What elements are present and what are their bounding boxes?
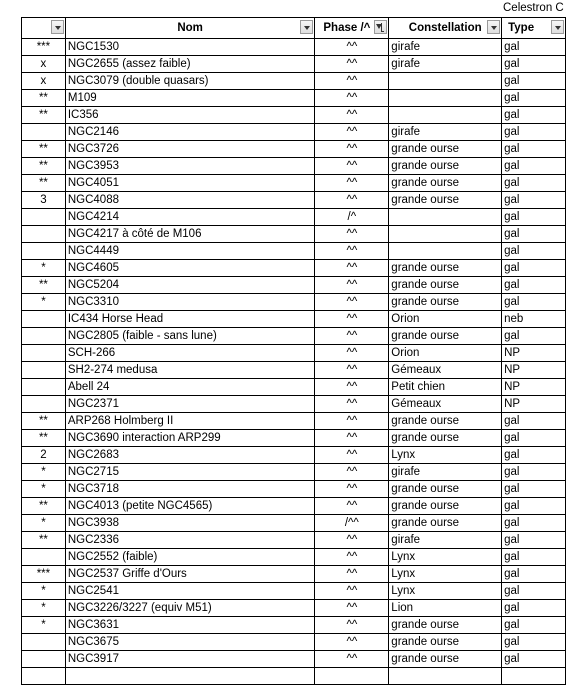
cell-phase[interactable]: ^^	[315, 39, 389, 56]
cell-constellation[interactable]: Gémeaux	[389, 396, 502, 413]
cell-nom[interactable]: Abell 24	[65, 379, 315, 396]
cell-nom[interactable]: IC356	[65, 107, 315, 124]
cell-rating[interactable]: **	[22, 277, 66, 294]
cell-phase[interactable]: ^^	[315, 396, 389, 413]
cell-rating[interactable]: x	[22, 56, 66, 73]
cell-constellation[interactable]: Gémeaux	[389, 362, 502, 379]
cell-phase[interactable]	[315, 668, 389, 685]
cell-type[interactable]: gal	[502, 175, 566, 192]
table-row	[22, 651, 566, 668]
cell-rating[interactable]	[22, 651, 66, 668]
cell-type[interactable]: gal	[502, 209, 566, 226]
cell-phase[interactable]: ^^	[315, 311, 389, 328]
table-row	[22, 600, 566, 617]
cell-rating[interactable]: ***	[22, 39, 66, 56]
cell-type[interactable]: gal	[502, 600, 566, 617]
cell-rating[interactable]	[22, 124, 66, 141]
cell-phase[interactable]: ^^	[315, 243, 389, 260]
table-row	[22, 498, 566, 515]
table-row	[22, 447, 566, 464]
filter-dropdown-icon[interactable]	[551, 20, 564, 34]
cell-constellation[interactable]: grande ourse	[389, 141, 502, 158]
cell-rating[interactable]: *	[22, 481, 66, 498]
cell-nom[interactable]: NGC2336	[65, 532, 315, 549]
cell-nom[interactable]: SH2-274 medusa	[65, 362, 315, 379]
cell-phase[interactable]: ^^	[315, 362, 389, 379]
cell-constellation[interactable]: Lynx	[389, 583, 502, 600]
table-row	[22, 566, 566, 583]
cell-phase[interactable]: ^^	[315, 447, 389, 464]
cell-type[interactable]: gal	[502, 107, 566, 124]
cell-rating[interactable]: *	[22, 260, 66, 277]
cell-nom[interactable]: NGC3726	[65, 141, 315, 158]
cell-constellation[interactable]: Petit chien	[389, 379, 502, 396]
table-row	[22, 90, 566, 107]
cell-phase[interactable]: ^^	[315, 379, 389, 396]
cell-rating[interactable]: *	[22, 515, 66, 532]
header-constellation-label: Constellation	[408, 22, 482, 34]
cell-constellation[interactable]: girafe	[389, 532, 502, 549]
cell-rating[interactable]	[22, 345, 66, 362]
cell-phase[interactable]: ^^	[315, 634, 389, 651]
header-nom-label: Nom	[177, 22, 203, 34]
cell-constellation[interactable]: grande ourse	[389, 617, 502, 634]
cell-phase[interactable]: ^^	[315, 73, 389, 90]
cell-type[interactable]: gal	[502, 90, 566, 107]
table-row	[22, 39, 566, 56]
cell-constellation[interactable]: Lynx	[389, 549, 502, 566]
cell-nom[interactable]	[65, 668, 315, 685]
observation-table	[21, 17, 566, 685]
cell-constellation[interactable]: Lynx	[389, 447, 502, 464]
cell-rating[interactable]: **	[22, 141, 66, 158]
cell-constellation[interactable]: grande ourse	[389, 481, 502, 498]
cell-type[interactable]: gal	[502, 260, 566, 277]
cell-rating[interactable]	[22, 549, 66, 566]
header-phase-label: Phase /^	[323, 22, 371, 34]
table-row	[22, 175, 566, 192]
table-row	[22, 464, 566, 481]
cell-rating[interactable]: *	[22, 617, 66, 634]
table-row	[22, 158, 566, 175]
cell-constellation[interactable]	[389, 668, 502, 685]
cell-type[interactable]: gal	[502, 481, 566, 498]
cell-phase[interactable]: ^^	[315, 345, 389, 362]
cell-rating[interactable]	[22, 379, 66, 396]
cell-constellation[interactable]: grande ourse	[389, 294, 502, 311]
header-type[interactable]	[502, 18, 566, 39]
cell-nom[interactable]: NGC4214	[65, 209, 315, 226]
cell-nom[interactable]: NGC2537 Griffe d'Ours	[65, 566, 315, 583]
cell-nom[interactable]: NGC4605	[65, 260, 315, 277]
header-nom[interactable]	[65, 18, 315, 39]
table-row	[22, 328, 566, 345]
cell-rating[interactable]: x	[22, 73, 66, 90]
cell-type[interactable]: gal	[502, 192, 566, 209]
cell-type[interactable]: neb	[502, 311, 566, 328]
cell-type[interactable]: gal	[502, 243, 566, 260]
cell-constellation[interactable]: grande ourse	[389, 328, 502, 345]
filter-active-icon[interactable]	[374, 20, 387, 34]
table-row	[22, 481, 566, 498]
cell-phase[interactable]: ^^	[315, 328, 389, 345]
cell-type[interactable]: gal	[502, 566, 566, 583]
cell-type[interactable]: NP	[502, 396, 566, 413]
cell-phase[interactable]: ^^	[315, 549, 389, 566]
table-body	[22, 39, 566, 685]
header-rating[interactable]	[22, 18, 66, 39]
cell-constellation[interactable]	[389, 209, 502, 226]
cell-nom[interactable]: NGC2683	[65, 447, 315, 464]
cell-type[interactable]: gal	[502, 549, 566, 566]
cell-nom[interactable]: NGC2371	[65, 396, 315, 413]
cell-constellation[interactable]: Orion	[389, 311, 502, 328]
cell-rating[interactable]	[22, 243, 66, 260]
cell-constellation[interactable]	[389, 90, 502, 107]
cell-phase[interactable]: ^^	[315, 430, 389, 447]
cell-phase[interactable]: ^^	[315, 481, 389, 498]
cell-phase[interactable]: ^^	[315, 226, 389, 243]
table-row	[22, 362, 566, 379]
cell-type[interactable]: gal	[502, 413, 566, 430]
cell-phase[interactable]: ^^	[315, 141, 389, 158]
cell-phase[interactable]: /^^	[315, 515, 389, 532]
cell-nom[interactable]: NGC2715	[65, 464, 315, 481]
table-row	[22, 260, 566, 277]
table-row	[22, 209, 566, 226]
cell-phase[interactable]: ^^	[315, 90, 389, 107]
cell-rating[interactable]: *	[22, 600, 66, 617]
cell-type[interactable]: gal	[502, 39, 566, 56]
cell-rating[interactable]	[22, 362, 66, 379]
cell-constellation[interactable]: grande ourse	[389, 430, 502, 447]
cell-nom[interactable]: NGC3917	[65, 651, 315, 668]
cell-type[interactable]: gal	[502, 634, 566, 651]
cell-type[interactable]: gal	[502, 532, 566, 549]
cell-type[interactable]: NP	[502, 362, 566, 379]
cell-nom[interactable]: NGC3938	[65, 515, 315, 532]
cell-phase[interactable]: ^^	[315, 583, 389, 600]
cell-nom[interactable]: NGC3226/3227 (equiv M51)	[65, 600, 315, 617]
cell-rating[interactable]	[22, 668, 66, 685]
cell-rating[interactable]	[22, 311, 66, 328]
cell-type[interactable]: gal	[502, 158, 566, 175]
header-row	[22, 18, 566, 39]
cell-nom[interactable]: NGC3079 (double quasars)	[65, 73, 315, 90]
cell-phase[interactable]: ^^	[315, 56, 389, 73]
cell-constellation[interactable]: grande ourse	[389, 498, 502, 515]
cell-rating[interactable]: **	[22, 498, 66, 515]
cell-phase[interactable]: ^^	[315, 192, 389, 209]
table-row	[22, 396, 566, 413]
cell-nom[interactable]: ARP268 Holmberg II	[65, 413, 315, 430]
cell-rating[interactable]	[22, 209, 66, 226]
table-row	[22, 634, 566, 651]
cell-constellation[interactable]	[389, 226, 502, 243]
cell-rating[interactable]: **	[22, 175, 66, 192]
cell-phase[interactable]: ^^	[315, 498, 389, 515]
cell-nom[interactable]: NGC2552 (faible)	[65, 549, 315, 566]
cell-constellation[interactable]: girafe	[389, 124, 502, 141]
cell-type[interactable]: gal	[502, 226, 566, 243]
table-row	[22, 379, 566, 396]
cell-constellation[interactable]	[389, 107, 502, 124]
cell-nom[interactable]: NGC2655 (assez faible)	[65, 56, 315, 73]
cell-phase[interactable]: ^^	[315, 107, 389, 124]
cell-type[interactable]: gal	[502, 617, 566, 634]
cell-constellation[interactable]: girafe	[389, 56, 502, 73]
cell-phase[interactable]: ^^	[315, 124, 389, 141]
table-row	[22, 226, 566, 243]
table-row	[22, 515, 566, 532]
cell-phase[interactable]: ^^	[315, 260, 389, 277]
cell-rating[interactable]	[22, 634, 66, 651]
cell-rating[interactable]: **	[22, 413, 66, 430]
cell-type[interactable]: gal	[502, 124, 566, 141]
cell-nom[interactable]: NGC2805 (faible - sans lune)	[65, 328, 315, 345]
cell-type[interactable]: gal	[502, 464, 566, 481]
cell-nom[interactable]: NGC3718	[65, 481, 315, 498]
cell-type[interactable]: gal	[502, 141, 566, 158]
cell-nom[interactable]: NGC4449	[65, 243, 315, 260]
cell-rating[interactable]: **	[22, 107, 66, 124]
cell-rating[interactable]: **	[22, 90, 66, 107]
table-row	[22, 532, 566, 549]
cell-phase[interactable]: ^^	[315, 175, 389, 192]
cell-type[interactable]: gal	[502, 583, 566, 600]
cell-type[interactable]: gal	[502, 651, 566, 668]
cell-type[interactable]: gal	[502, 447, 566, 464]
table-row	[22, 56, 566, 73]
cell-rating[interactable]: *	[22, 464, 66, 481]
cell-constellation[interactable]: Lion	[389, 600, 502, 617]
cell-constellation[interactable]: grande ourse	[389, 651, 502, 668]
cell-phase[interactable]: /^	[315, 209, 389, 226]
cell-phase[interactable]: ^^	[315, 277, 389, 294]
cell-constellation[interactable]: grande ourse	[389, 260, 502, 277]
cell-rating[interactable]: **	[22, 430, 66, 447]
cell-constellation[interactable]	[389, 73, 502, 90]
header-constellation[interactable]	[389, 18, 502, 39]
cell-phase[interactable]: ^^	[315, 464, 389, 481]
cell-phase[interactable]: ^^	[315, 617, 389, 634]
cell-nom[interactable]: NGC3310	[65, 294, 315, 311]
cell-type[interactable]: gal	[502, 328, 566, 345]
cell-constellation[interactable]: grande ourse	[389, 175, 502, 192]
cell-type[interactable]: gal	[502, 515, 566, 532]
cell-rating[interactable]	[22, 226, 66, 243]
cell-constellation[interactable]: girafe	[389, 39, 502, 56]
table-row	[22, 73, 566, 90]
table-row	[22, 311, 566, 328]
cell-constellation[interactable]: grande ourse	[389, 158, 502, 175]
cell-nom[interactable]: NGC4088	[65, 192, 315, 209]
cell-nom[interactable]: NGC4217 à côté de M106	[65, 226, 315, 243]
cell-phase[interactable]: ^^	[315, 532, 389, 549]
cell-phase[interactable]: ^^	[315, 566, 389, 583]
cell-nom[interactable]: M109	[65, 90, 315, 107]
table-row	[22, 617, 566, 634]
cell-nom[interactable]: NGC3953	[65, 158, 315, 175]
cell-caption[interactable]: Celestron C	[503, 2, 564, 14]
cell-constellation[interactable]: grande ourse	[389, 413, 502, 430]
table-row	[22, 294, 566, 311]
cell-nom[interactable]: NGC3675	[65, 634, 315, 651]
cell-constellation[interactable]: grande ourse	[389, 515, 502, 532]
table-row	[22, 583, 566, 600]
cell-nom[interactable]: NGC2541	[65, 583, 315, 600]
cell-nom[interactable]: NGC3631	[65, 617, 315, 634]
cell-type[interactable]: gal	[502, 294, 566, 311]
cell-nom[interactable]: NGC1530	[65, 39, 315, 56]
cell-type[interactable]: NP	[502, 345, 566, 362]
cell-phase[interactable]: ^^	[315, 294, 389, 311]
cell-phase[interactable]: ^^	[315, 651, 389, 668]
cell-rating[interactable]: *	[22, 294, 66, 311]
table-row	[22, 549, 566, 566]
cell-type[interactable]: gal	[502, 73, 566, 90]
filter-dropdown-icon[interactable]	[51, 20, 64, 34]
cell-rating[interactable]	[22, 396, 66, 413]
cell-rating[interactable]	[22, 328, 66, 345]
cell-type[interactable]	[502, 668, 566, 685]
filter-dropdown-icon[interactable]	[487, 20, 500, 34]
table-row	[22, 413, 566, 430]
cell-nom[interactable]: NGC3690 interaction ARP299	[65, 430, 315, 447]
table-row	[22, 345, 566, 362]
table-row	[22, 107, 566, 124]
cell-rating[interactable]: **	[22, 158, 66, 175]
cell-phase[interactable]: ^^	[315, 600, 389, 617]
cell-type[interactable]: gal	[502, 498, 566, 515]
table-row	[22, 192, 566, 209]
cell-type[interactable]: gal	[502, 430, 566, 447]
cell-constellation[interactable]: grande ourse	[389, 192, 502, 209]
cell-constellation[interactable]: Lynx	[389, 566, 502, 583]
cell-rating[interactable]: 2	[22, 447, 66, 464]
header-type-label: Type	[508, 22, 535, 34]
cell-rating[interactable]: 3	[22, 192, 66, 209]
table-row	[22, 277, 566, 294]
cell-type[interactable]: gal	[502, 56, 566, 73]
cell-phase[interactable]: ^^	[315, 413, 389, 430]
table-row	[22, 141, 566, 158]
cell-constellation[interactable]: grande ourse	[389, 277, 502, 294]
cell-constellation[interactable]: Orion	[389, 345, 502, 362]
cell-nom[interactable]: NGC4051	[65, 175, 315, 192]
cell-type[interactable]: gal	[502, 277, 566, 294]
cell-nom[interactable]: NGC2146	[65, 124, 315, 141]
cell-nom[interactable]: SCH-266	[65, 345, 315, 362]
cell-constellation[interactable]: grande ourse	[389, 634, 502, 651]
table-row	[22, 668, 566, 685]
cell-constellation[interactable]: girafe	[389, 464, 502, 481]
filter-dropdown-icon[interactable]	[300, 20, 313, 34]
cell-nom[interactable]: NGC4013 (petite NGC4565)	[65, 498, 315, 515]
header-phase[interactable]	[315, 18, 389, 39]
cell-type[interactable]: NP	[502, 379, 566, 396]
table-row	[22, 243, 566, 260]
cell-rating[interactable]: *	[22, 583, 66, 600]
cell-rating[interactable]: **	[22, 532, 66, 549]
cell-phase[interactable]: ^^	[315, 158, 389, 175]
cell-constellation[interactable]	[389, 243, 502, 260]
table-row	[22, 124, 566, 141]
cell-rating[interactable]: ***	[22, 566, 66, 583]
cell-nom[interactable]: NGC5204	[65, 277, 315, 294]
cell-nom[interactable]: IC434 Horse Head	[65, 311, 315, 328]
table-row	[22, 430, 566, 447]
